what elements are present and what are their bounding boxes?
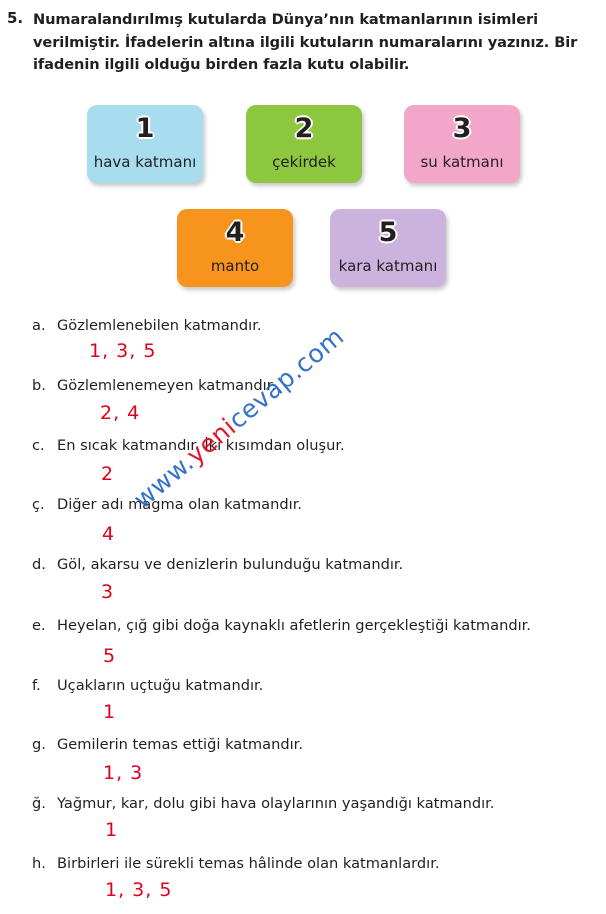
- statement-letter: f.: [32, 677, 41, 694]
- statement-text: Gözlemlenebilen katmandır.: [57, 317, 262, 334]
- box-label: kara katmanı: [338, 257, 438, 275]
- answer-g-breve: 1: [105, 819, 119, 841]
- box-label: su katmanı: [420, 153, 504, 171]
- answer-d: 3: [101, 581, 115, 603]
- answer-g: 1, 3: [103, 762, 144, 784]
- box-number: 2: [294, 113, 314, 144]
- box-number: 4: [225, 217, 245, 248]
- statement-letter: ç.: [32, 496, 45, 513]
- watermark-www: www.: [128, 447, 200, 515]
- layer-box-4: [177, 209, 293, 287]
- statement-text: Gemilerin temas ettiği katmandır.: [57, 736, 303, 753]
- statement-text: Uçakların uçtuğu katmandır.: [57, 677, 264, 694]
- box-number: 1: [135, 113, 155, 144]
- layer-box-3: [404, 105, 520, 183]
- statement-letter: ğ.: [32, 795, 46, 812]
- answer-b: 2, 4: [100, 402, 141, 424]
- statement-text: Gözlemlenemeyen katmandır.: [57, 377, 276, 394]
- box-label: çekirdek: [272, 153, 336, 171]
- statement-letter: h.: [32, 855, 46, 872]
- statement-letter: b.: [32, 377, 46, 394]
- box-label: hava katmanı: [93, 153, 197, 171]
- answer-h: 1, 3, 5: [105, 879, 173, 901]
- statement-text: Yağmur, kar, dolu gibi hava olaylarının yaşandığı katmandır.: [57, 795, 495, 812]
- answer-c-cedilla: 4: [102, 523, 116, 545]
- layer-box-2: [246, 105, 362, 183]
- watermark: [128, 322, 350, 515]
- box-number: 3: [452, 113, 472, 144]
- statement-letter: c.: [32, 437, 45, 454]
- statement-text: Birbirleri ile sürekli temas hâlinde olan katmanlardır.: [57, 855, 440, 872]
- statement-letter: e.: [32, 617, 46, 634]
- answer-c: 2: [101, 463, 115, 485]
- answer-f: 1: [103, 701, 117, 723]
- layer-box-5: [330, 209, 446, 287]
- answer-a: 1, 3, 5: [89, 340, 157, 362]
- statement-letter: d.: [32, 556, 46, 573]
- watermark-yeni: yeni: [180, 412, 242, 470]
- question-number: 5.: [7, 9, 24, 27]
- question-text: Numaralandırılmış kutularda Dünya’nın katmanlarının isimleri verilmiştir. İfadelerin altına ilgili kutuların numaralarını yazınız. Bir ifadenin ilgili olduğu birden fazla kutu olabilir.: [33, 11, 578, 73]
- answer-e: 5: [103, 645, 117, 667]
- statement-text: Diğer adı magma olan katmandır.: [57, 496, 302, 513]
- layer-box-1: [87, 105, 203, 183]
- box-number: 5: [378, 217, 398, 248]
- statement-text: En sıcak katmandır. İki kısımdan oluşur.: [57, 437, 345, 454]
- statement-text: Heyelan, çığ gibi doğa kaynaklı afetlerin gerçekleştiği katmandır.: [57, 617, 531, 634]
- watermark-domain: cevap.com: [222, 321, 350, 435]
- statement-text: Göl, akarsu ve denizlerin bulunduğu katmandır.: [57, 556, 404, 573]
- statement-letter: a.: [32, 317, 46, 334]
- statement-letter: g.: [32, 736, 46, 753]
- box-label: manto: [210, 257, 260, 275]
